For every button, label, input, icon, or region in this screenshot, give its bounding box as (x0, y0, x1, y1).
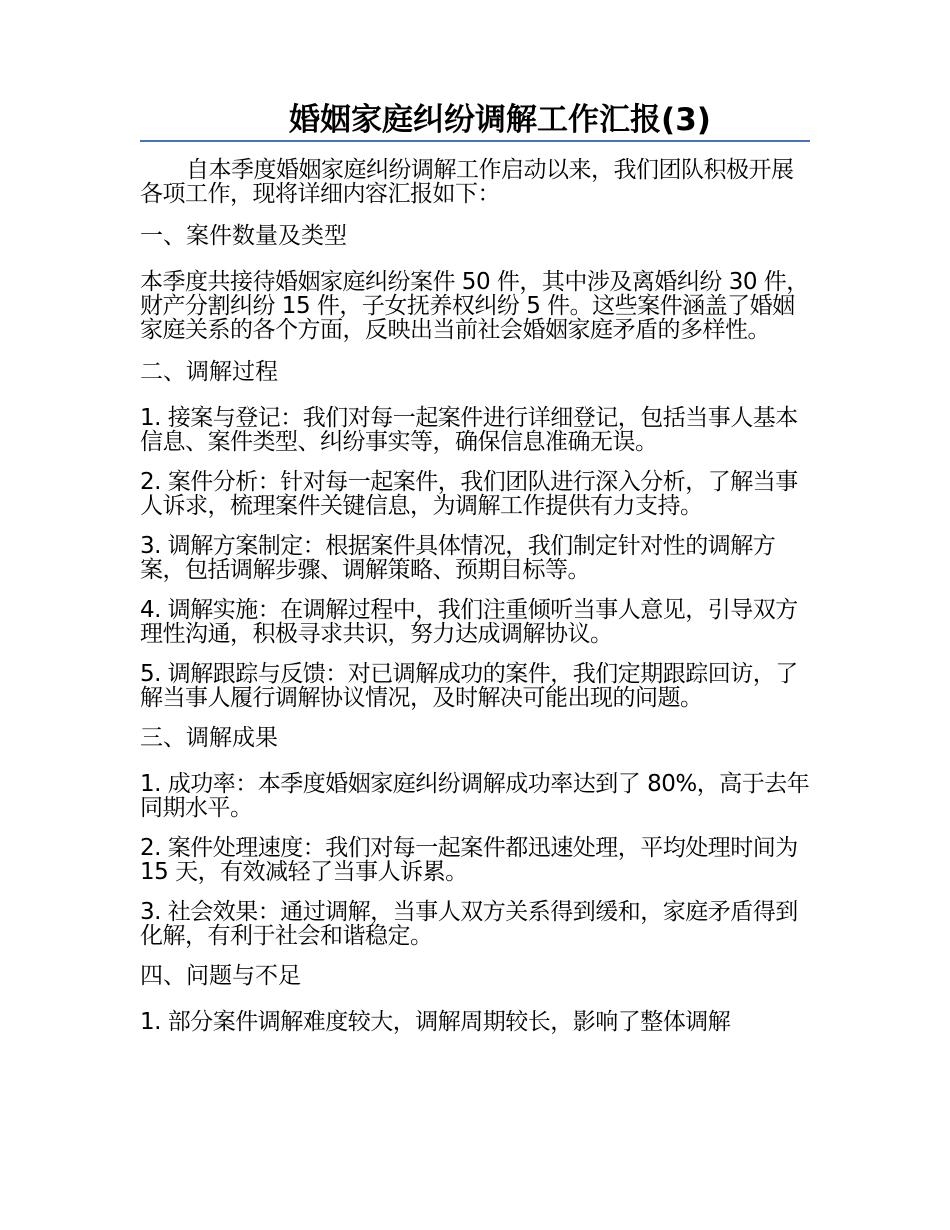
section-heading: 二、调解过程 (140, 359, 278, 385)
section-mediation-results (140, 726, 810, 948)
list-item: 1. 部分案件调解难度较大，调解周期较长，影响了整体调解 (140, 1009, 731, 1035)
document-title: 婚姻家庭纠纷调解工作汇报(3) (289, 102, 711, 138)
list-item: 4. 调解实施：在调解过程中，我们注重倾听当事人意见，引导双方理性沟通，积极寻求共识，努力达成调解协议。 (140, 597, 798, 647)
list-item: 3. 社会效果：通过调解，当事人双方关系得到缓和，家庭矛盾得到化解，有利于社会和谐稳定。 (140, 899, 798, 949)
list-item: 1. 成功率：本季度婚姻家庭纠纷调解成功率达到了 80%，高于去年同期水平。 (140, 771, 810, 821)
section-paragraph: 本季度共接待婚姻家庭纠纷案件 50 件，其中涉及离婚纠纷 30 件，财产分割纠纷 15 件，子女抚养权纠纷 5 件。这些案件涵盖了婚姻家庭关系的各个方面，反映出当前社会婚姻家庭矛盾的多样性。 (140, 269, 809, 343)
intro-paragraph: 自本季度婚姻家庭纠纷调解工作启动以来，我们团队积极开展各项工作，现将详细内容汇报如下： (140, 157, 794, 207)
section-heading: 三、调解成果 (140, 725, 278, 751)
list-item: 1. 接案与登记：我们对每一起案件进行详细登记，包括当事人基本信息、案件类型、纠纷事实等，确保信息准确无误。 (140, 405, 798, 455)
list-item: 2. 案件处理速度：我们对每一起案件都迅速处理，平均处理时间为 15 天，有效减轻了当事人诉累。 (140, 835, 798, 885)
section-heading: 四、问题与不足 (140, 963, 301, 989)
section-problems (140, 964, 810, 1034)
section-heading: 一、案件数量及类型 (140, 223, 347, 249)
document-page (140, 100, 810, 1050)
section-mediation-process (140, 360, 810, 710)
section-case-count (140, 224, 810, 342)
title-underline (140, 140, 810, 142)
list-item: 2. 案件分析：针对每一起案件，我们团队进行深入分析，了解当事人诉求，梳理案件关键信息，为调解工作提供有力支持。 (140, 469, 798, 519)
list-item: 5. 调解跟踪与反馈：对已调解成功的案件，我们定期跟踪回访，了解当事人履行调解协议情况，及时解决可能出现的问题。 (140, 661, 798, 711)
list-item: 3. 调解方案制定：根据案件具体情况，我们制定针对性的调解方案，包括调解步骤、调解策略、预期目标等。 (140, 533, 776, 583)
